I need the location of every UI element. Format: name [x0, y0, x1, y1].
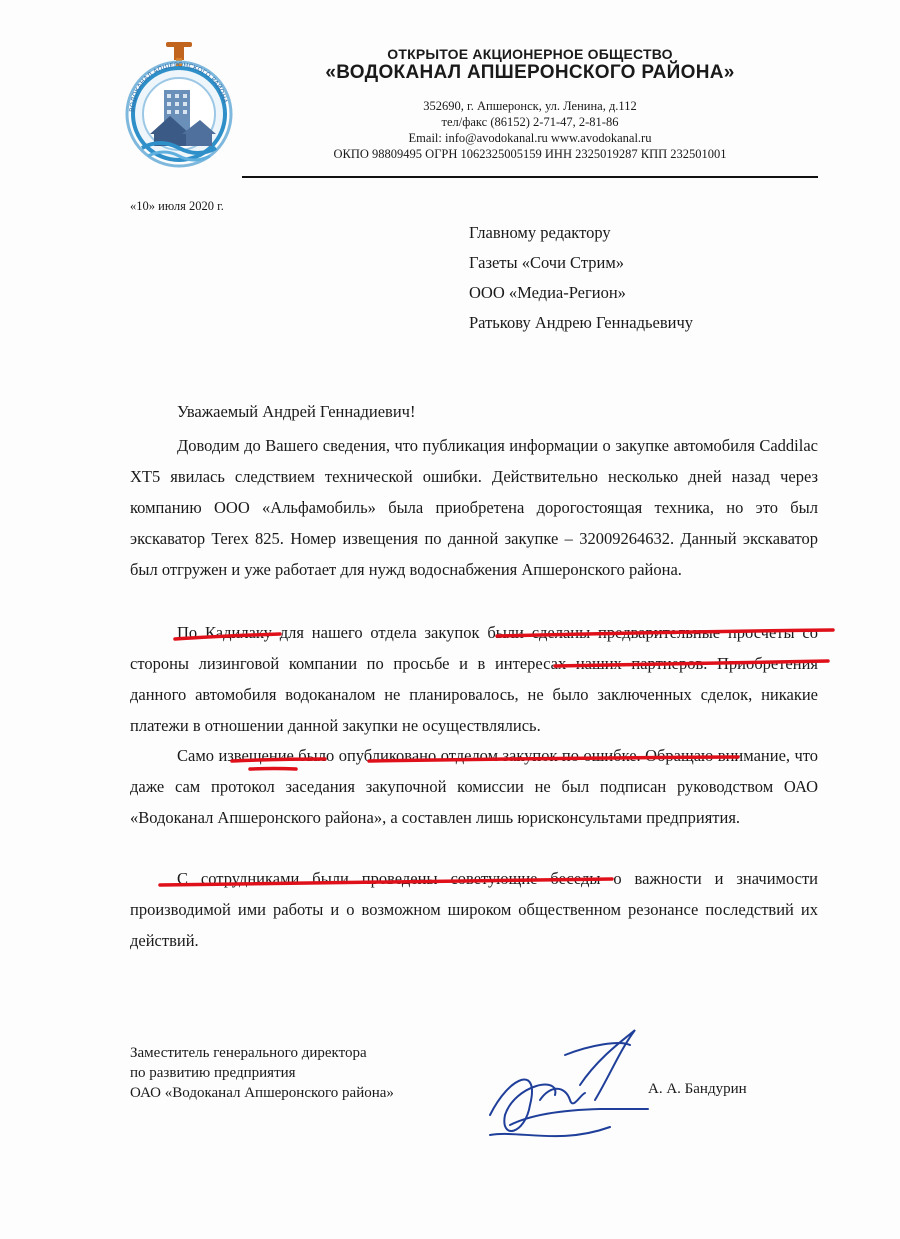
paragraph-text: По Кадилаку для нашего отдела закупок были сделаны предварительные просчеты со стороны лизинговой компании по просьбе и в интересах наших партнеров. Приобретения данного автомобиля водоканалом не планировалось, не было заключенных сделок, никакие платежи в отношении данной закупки не осуществлялись. — [130, 623, 818, 735]
email-website: Email: info@avodokanal.ru www.avodokanal.ru — [408, 131, 652, 145]
paragraph — [130, 617, 818, 741]
address: 352690, г. Апшеронск, ул. Ленина, д.112 — [423, 99, 637, 113]
paragraph-text: С сотрудниками были проведены советующие беседы о важности и значимости производимой ими работы и о возможном широком общественном резонансе последствий их действий. — [130, 869, 818, 950]
phone-fax: тел/факс (86152) 2-71-47, 2-81-86 — [441, 115, 619, 129]
organization-name: «ВОДОКАНАЛ АПШЕРОНСКОГО РАЙОНА» — [325, 62, 735, 83]
organization-type: ОТКРЫТОЕ АКЦИОНЕРНОЕ ОБЩЕСТВО — [387, 46, 673, 62]
contact-details — [300, 98, 760, 162]
letter-date: «10» июля 2020 г. — [130, 199, 224, 213]
signatory-line: по развитию предприятия — [130, 1065, 296, 1081]
logo-arc-text: ВОДОКАНАЛ АПШЕРОНСКОГО РАЙОНА — [127, 60, 230, 113]
vodokanal-logo — [120, 38, 238, 178]
paragraph — [130, 430, 818, 585]
signatory-line: Заместитель генерального директора — [130, 1045, 367, 1061]
greeting: Уважаемый Андрей Геннадиевич! — [177, 402, 416, 421]
handwritten-signature — [470, 1015, 670, 1155]
signatory-title — [130, 1043, 394, 1103]
paragraph — [130, 863, 818, 956]
paragraph-text: Само извещение было опубликовано отделом закупок по ошибке. Обращаю внимание, что даже сам протокол заседания закупочной комиссии не был подписан руководством ОАО «Водоканал Апшеронского района», а составлен лишь юрисконсультами предприятия. — [130, 746, 818, 827]
addressee-line: Газеты «Сочи Стрим» — [469, 253, 625, 272]
addressee-line: ООО «Медиа-Регион» — [469, 283, 626, 302]
registration-codes: ОКПО 98809495 ОГРН 1062325005159 ИНН 2325019287 КПП 232501001 — [333, 147, 727, 161]
paragraph-text: Доводим до Вашего сведения, что публикация информации о закупке автомобиля Caddilac XT5 явилась следствием технической ошибки. Действительно несколько дней назад через компанию ООО «Альфамобиль» была приобретена дорогостоящая техника, но это был экскаватор Terex 825. Номер извещения по данной закупке – 32009264632. Данный экскаватор был отгружен и уже работает для нужд водоснабжения Апшеронского района. — [130, 436, 818, 579]
addressee-line: Ратькову Андрею Геннадьевичу — [469, 313, 694, 332]
paragraph — [130, 740, 818, 833]
signatory-line: ОАО «Водоканал Апшеронского района» — [130, 1085, 394, 1101]
signer-name: А. А. Бандурин — [648, 1081, 747, 1097]
addressee-line: Главному редактору — [469, 223, 611, 242]
header-divider — [242, 176, 818, 178]
addressee-block — [469, 218, 693, 338]
